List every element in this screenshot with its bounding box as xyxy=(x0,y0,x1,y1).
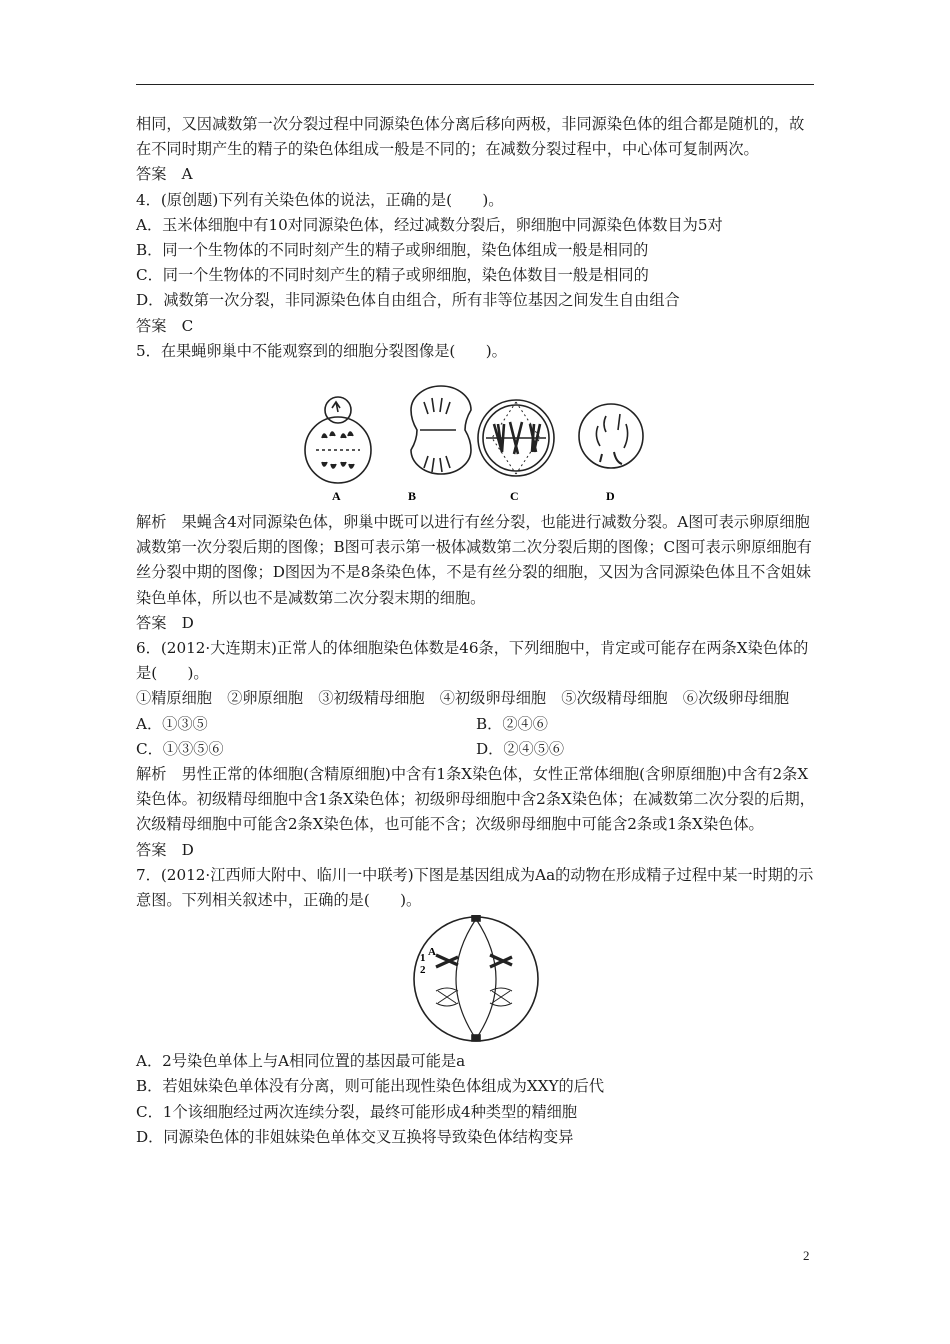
paragraph: 答案 A xyxy=(136,165,193,184)
paragraph: 5．在果蝇卵巢中不能观察到的细胞分裂图像是( )。 xyxy=(136,341,507,360)
page-content xyxy=(136,112,816,1150)
q6-option-c: C．①③⑤⑥ xyxy=(136,739,224,758)
page-number: 2 xyxy=(803,1248,810,1263)
q6-option-row xyxy=(136,737,816,762)
paragraph: 6．(2012·大连期末)正常人的体细胞染色体数是46条，下列细胞中，肯定或可能存在两条X染色体的是( )。 xyxy=(136,639,809,683)
paragraph: B．同一个生物体的不同时刻产生的精子或卵细胞，染色体组成一般是相同的 xyxy=(136,241,649,260)
paragraph: A．玉米体细胞中有10对同源染色体，经过减数分裂后，卵细胞中同源染色体数目为5对 xyxy=(136,215,723,234)
paragraph: 答案 D xyxy=(136,840,194,859)
figure-label-b: B xyxy=(408,489,417,504)
figure-label-d: D xyxy=(606,489,615,504)
q6-option-d: D．②④⑤⑥ xyxy=(476,739,565,758)
figure2-label-a: A xyxy=(428,946,436,959)
paragraph: D．减数第一次分裂，非同源染色体自由组合，所有非等位基因之间发生自由组合 xyxy=(136,291,680,310)
text-section-3 xyxy=(136,762,816,913)
paragraph: D．同源染色体的非姐妹染色单体交叉互换将导致染色体结构变异 xyxy=(136,1127,574,1146)
cell-c-drawing xyxy=(478,400,554,476)
header-rule xyxy=(136,84,814,85)
text-section-2 xyxy=(136,510,816,712)
cell-d-drawing xyxy=(579,404,643,468)
paragraph: A．2号染色单体上与A相同位置的基因最可能是a xyxy=(136,1052,466,1071)
paragraph: 4．(原创题)下列有关染色体的说法，正确的是( )。 xyxy=(136,190,504,209)
paragraph: 答案 C xyxy=(136,316,194,335)
paragraph: 解析 果蝇含4对同源染色体，卵巢中既可以进行有丝分裂，也能进行减数分裂。A图可表示卵原细胞减数第一次分裂后期的图像；B图可表示第一极体减数第二次分裂后期的图像；C图可表示卵原细胞有丝分裂中期的图像；D图因为不是8条染色体，不是有丝分裂的细胞，又因为含同源染色体且不含姐妹染色单体，所以也不是减数第二次分裂末期的细胞。 xyxy=(136,513,812,607)
text-section-1 xyxy=(136,112,816,364)
figure2-label-1: 1 xyxy=(420,952,426,965)
paragraph: C．1个该细胞经过两次连续分裂，最终可能形成4种类型的精细胞 xyxy=(136,1102,578,1121)
q6-option-row xyxy=(136,712,816,737)
figure-label-c: C xyxy=(510,489,519,504)
paragraph: 解析 男性正常的体细胞(含精原细胞)中含有1条X染色体，女性正常体细胞(含卵原细胞)中含有2条X染色体。初级精母细胞中含1条X染色体；初级卵母细胞中含2条X染色体；在减数第二次分裂的后期，次级精母细胞中可能含2条X染色体，也可能不含；次级卵母细胞中可能含2条或1条X染色体。 xyxy=(136,765,815,834)
text-section-4 xyxy=(136,1049,816,1150)
paragraph: 相同，又因减数第一次分裂过程中同源染色体分离后移向两极，非同源染色体的组合都是随机的，故在不同时期产生的精子的染色体组成一般是不同的；在减数分裂过程中，中心体可复制两次。 xyxy=(136,115,805,159)
figure2-label-2: 2 xyxy=(420,964,426,977)
cell-a-drawing xyxy=(305,397,371,483)
meiosis-cell-drawing xyxy=(414,915,538,1041)
cell-division-diagram xyxy=(136,368,816,504)
paragraph: 7．(2012·江西师大附中、临川一中联考)下图是基因组成为Aa的动物在形成精子过程中某一时期的示意图。下列相关叙述中，正确的是( )。 xyxy=(136,865,814,910)
paragraph: ①精原细胞 ②卵原细胞 ③初级精母细胞 ④初级卵母细胞 ⑤次级精母细胞 ⑥次级卵母细胞 xyxy=(136,689,790,708)
figure-spermatogenesis-cell xyxy=(136,915,816,1043)
figure-cell-division-images xyxy=(136,368,816,504)
q6-options xyxy=(136,712,816,762)
paragraph: 答案 D xyxy=(136,613,194,632)
q6-option-b: B．②④⑥ xyxy=(476,714,548,733)
cell-b-drawing xyxy=(411,386,471,474)
paragraph: B．若姐妹染色单体没有分离，则可能出现性染色体组成为XXY的后代 xyxy=(136,1077,605,1096)
q6-option-a: A．①③⑤ xyxy=(136,714,208,733)
paragraph: C．同一个生物体的不同时刻产生的精子或卵细胞，染色体数目一般是相同的 xyxy=(136,266,649,285)
meiosis-cell-diagram xyxy=(136,915,816,1043)
figure-label-a: A xyxy=(332,489,341,504)
